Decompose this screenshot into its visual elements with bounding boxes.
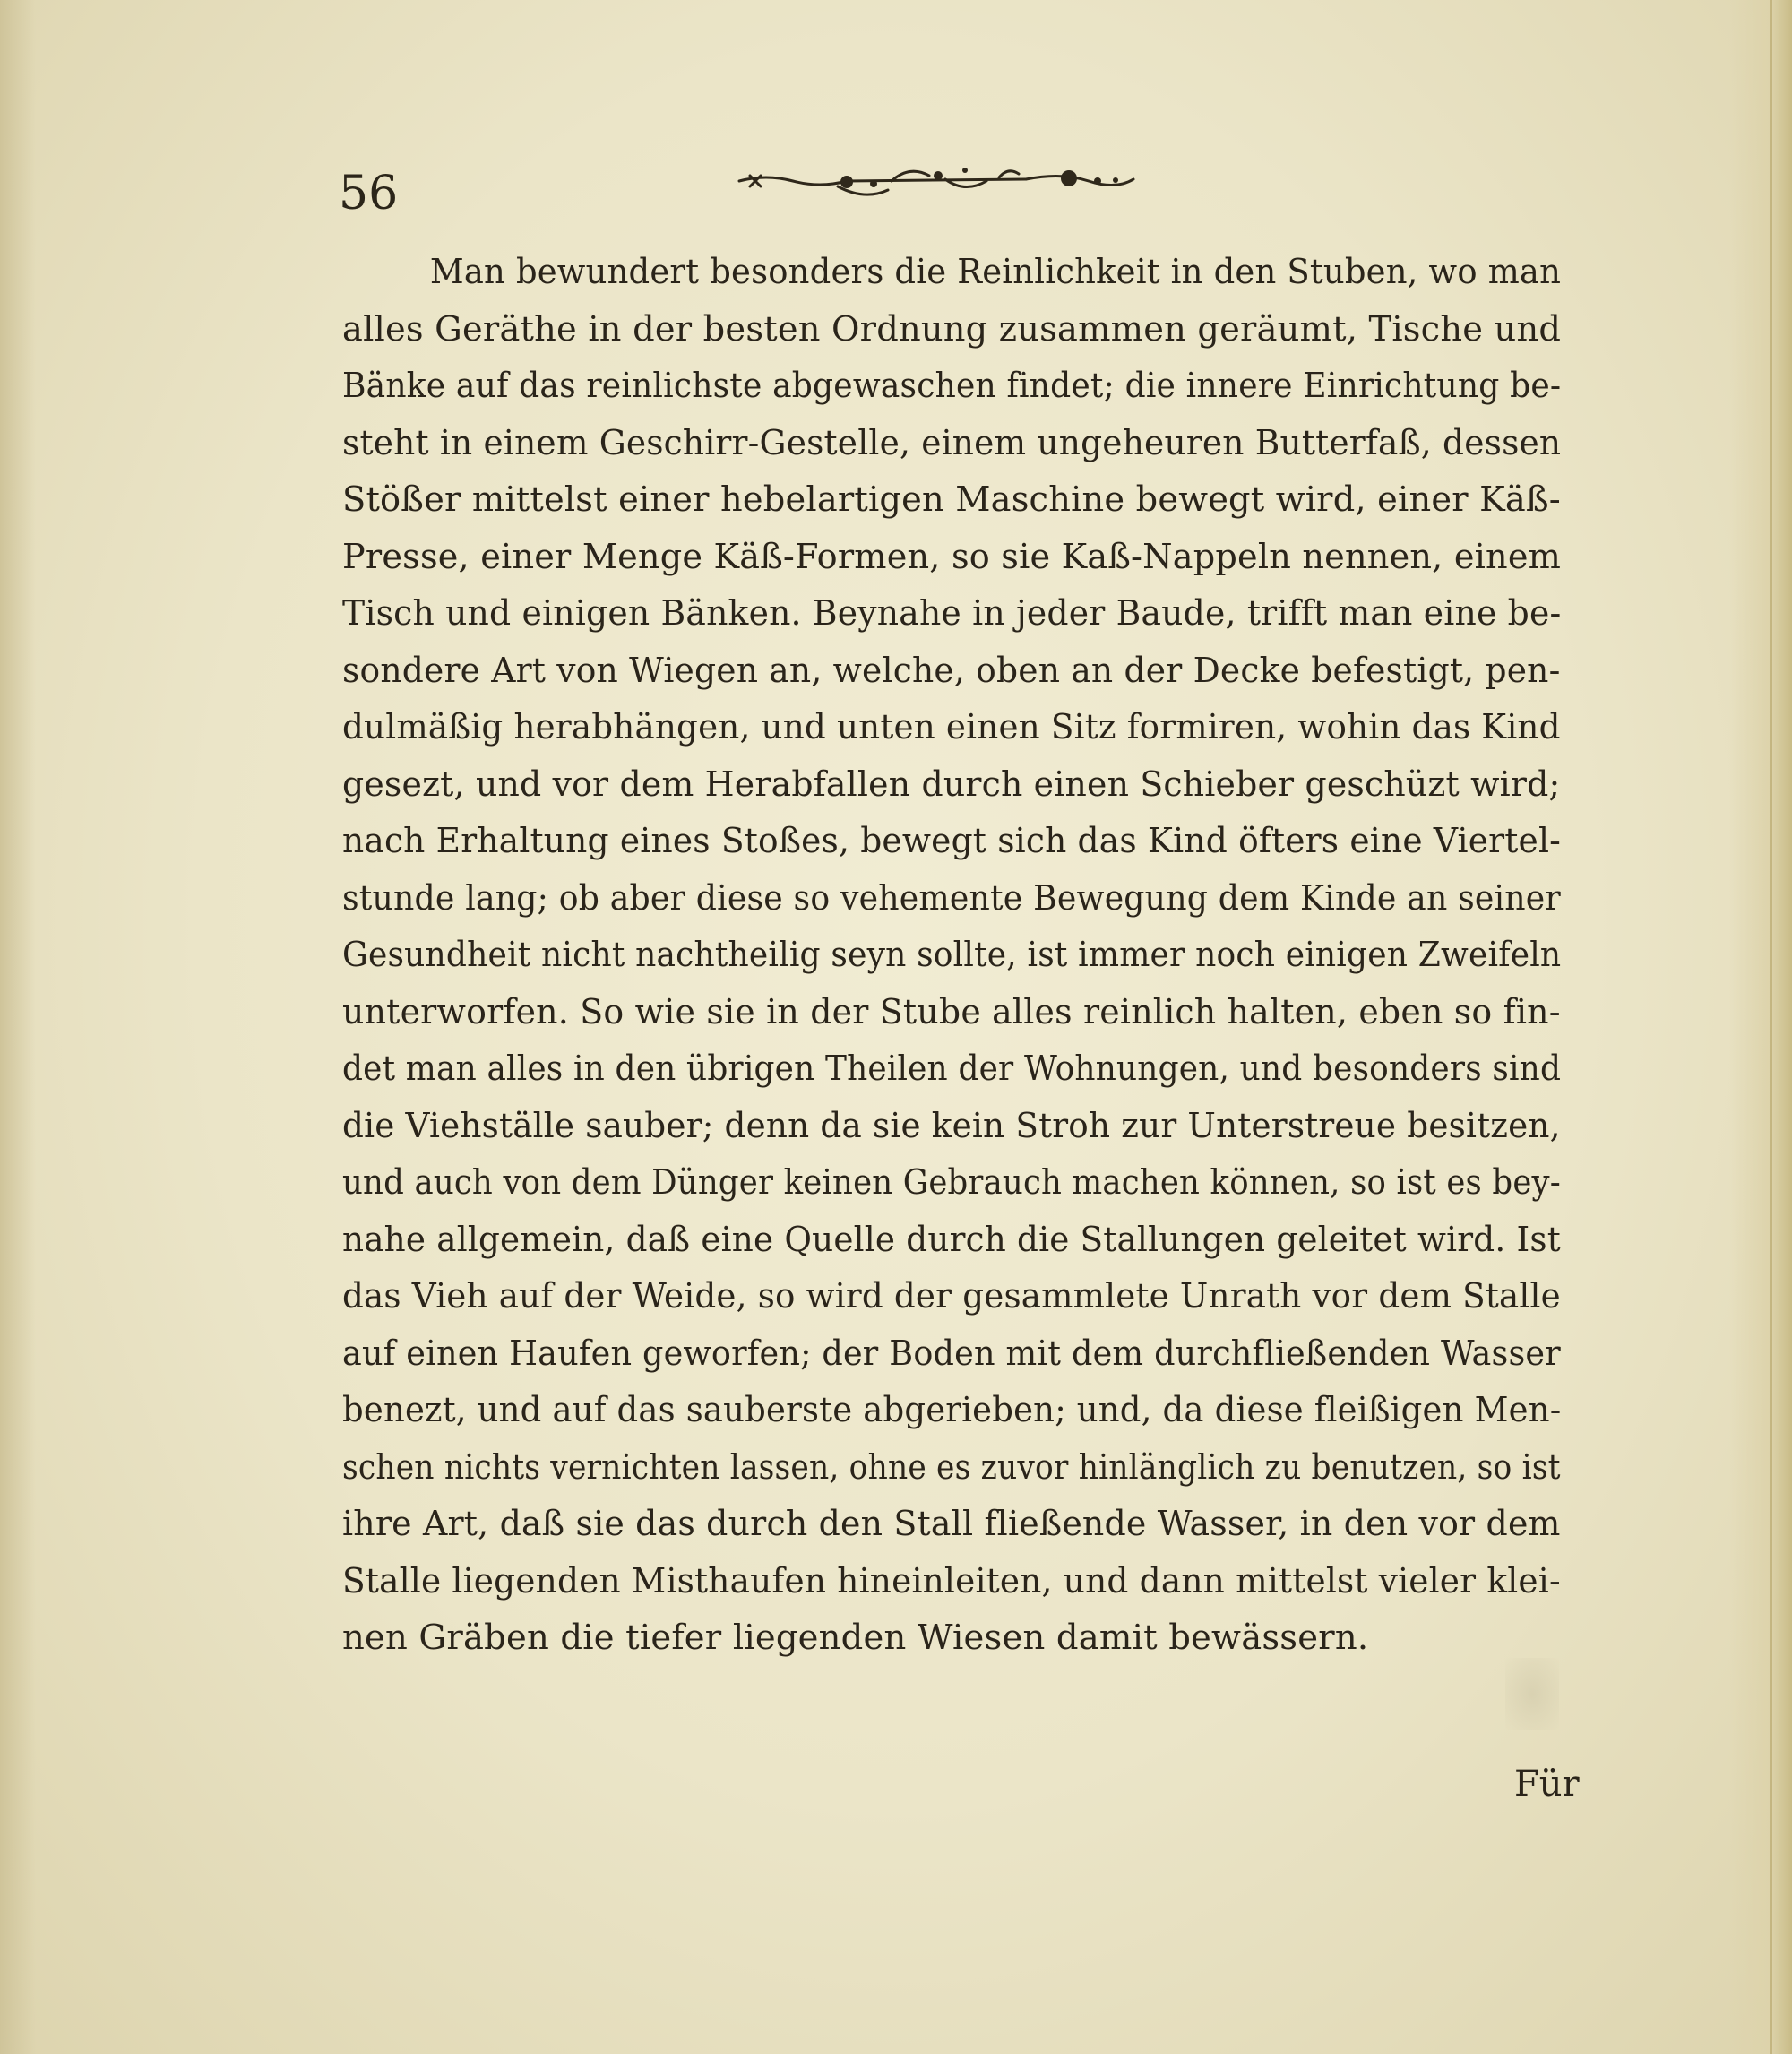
body-text [342, 244, 1561, 1667]
text-line: nahe allgemein, daß eine Quelle durch die Stallungen geleitet wird. Ist [342, 1219, 1561, 1260]
page-edge-line [1770, 0, 1772, 2054]
text-line: die Viehställe sauber; denn da sie kein Stroh zur Unterstreue besitzen, [342, 1105, 1561, 1146]
text-line: schen nichts vernichten lassen, ohne es zuvor hinlänglich zu benutzen, so ist [342, 1446, 1561, 1488]
text-line: das Vieh auf der Weide, so wird der gesammlete Unrath vor dem Stalle [342, 1276, 1561, 1316]
text-line: Man bewundert besonders die Reinlichkeit in den Stuben, wo man [429, 252, 1562, 292]
text-line: unterworfen. So wie sie in der Stube alles reinlich halten, eben so fin- [342, 991, 1561, 1032]
text-line: benezt, und auf das sauberste abgerieben; und, da diese fleißigen Men- [342, 1390, 1562, 1430]
text-line: steht in einem Geschirr-Gestelle, einem ungeheuren Butterfaß, dessen [342, 422, 1562, 463]
text-line: sondere Art von Wiegen an, welche, oben an der Decke befestigt, pen- [342, 650, 1561, 691]
text-line: ihre Art, daß sie das durch den Stall fließende Wasser, in den vor dem [342, 1504, 1561, 1544]
text-line: Presse, einer Menge Käß-Formen, so sie Kaß-Nappeln nennen, einem [342, 536, 1562, 577]
text-line: Gesundheit nicht nachtheilig seyn sollte, ist immer noch einigen Zweifeln [342, 935, 1562, 975]
text-line: nach Erhaltung eines Stoßes, bewegt sich das Kind öfters eine Viertel- [342, 821, 1562, 861]
text-line: gesezt, und vor dem Herabfallen durch einen Schieber geschüzt wird; [342, 764, 1561, 805]
text-line: alles Geräthe in der besten Ordnung zusammen geräumt, Tische und [342, 308, 1562, 350]
text-line: und auch von dem Dünger keinen Gebrauch machen können, so ist es bey- [342, 1162, 1561, 1203]
text-line: stunde lang; ob aber diese so vehemente Bewegung dem Kinde an seiner [342, 877, 1561, 919]
text-line: Tisch und einigen Bänken. Beynahe in jeder Baude, trifft man eine be- [342, 593, 1562, 634]
page-edge [1729, 0, 1792, 2054]
text-line: Bänke auf das reinlichste abgewaschen findet; die innere Einrichtung be- [342, 366, 1562, 406]
page-number: 56 [339, 167, 399, 220]
text-line: Stalle liegenden Misthaufen hineinleiten, und dann mittelst vieler klei- [342, 1560, 1561, 1601]
show-through-stain [1505, 1658, 1559, 1730]
text-line: nen Gräben die tiefer liegenden Wiesen damit bewässern. [342, 1618, 1369, 1658]
text-line: det man alles in den übrigen Theilen der Wohnungen, und besonders sind [342, 1049, 1562, 1089]
floral-rule-ornament-icon [730, 154, 1142, 208]
text-line: Stößer mittelst einer hebelartigen Maschine bewegt wird, einer Käß- [342, 479, 1561, 520]
text-line: dulmäßig herabhängen, und unten einen Sitz formiren, wohin das Kind [342, 707, 1561, 747]
catchword: Für [1514, 1764, 1580, 1805]
text-line: auf einen Haufen geworfen; der Boden mit dem durchfließenden Wasser [342, 1333, 1561, 1374]
spine-shadow [0, 0, 36, 2054]
